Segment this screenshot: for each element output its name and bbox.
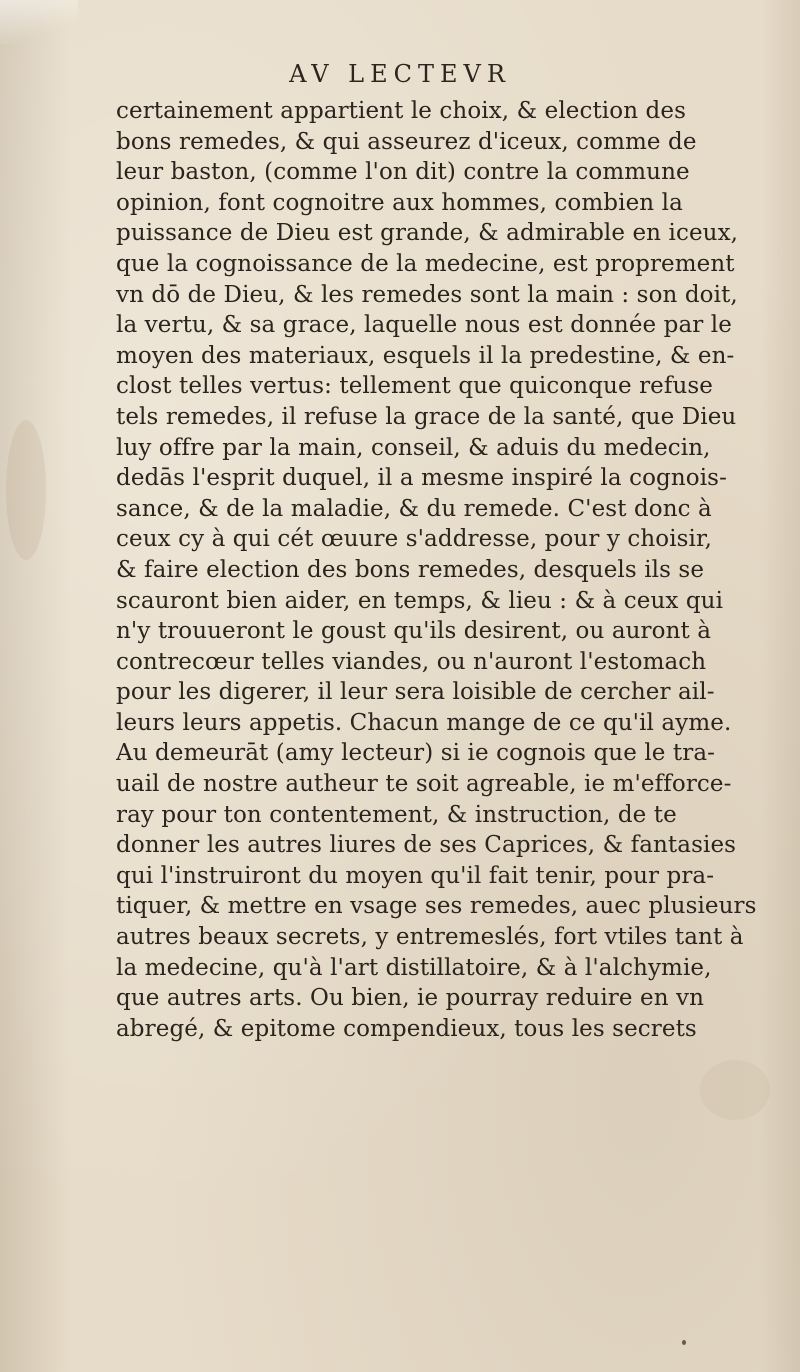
text-line: uail de nostre autheur te soit agreable, ie m'efforce- [116,771,732,798]
text-line: leur baston, (comme l'on dit) contre la commune [116,159,690,186]
text-line: luy offre par la main, conseil, & aduis du medecin, [116,434,711,461]
body-text [116,96,776,1044]
text-line: vn dō de Dieu, & les remedes sont la main : son doit, [116,281,738,308]
text-line: certainement appartient le choix, & election des [116,98,686,124]
text-line: sance, & de la maladie, & du remede. C'est donc à [116,495,712,522]
text-line: bons remedes, & qui asseurez d'iceux, comme de [116,128,697,155]
running-head: AV LECTEVR [289,60,511,88]
text-line: que la cognoissance de la medecine, est proprement [116,250,735,277]
text-line: tels remedes, il refuse la grace de la santé, que Dieu [116,403,737,430]
text-line: puissance de Dieu est grande, & admirable en iceux, [116,220,739,247]
text-line: la vertu, & sa grace, laquelle nous est donnée par le [116,312,732,339]
text-line: moyen des materiaux, esquels il la predestine, & en- [116,342,735,369]
text-line: pour les digerer, il leur sera loisible de cercher ail- [116,679,715,706]
text-line: ray pour ton contentement, & instruction, de te [116,801,677,828]
text-line: & faire election des bons remedes, desquels ils se [116,556,705,583]
text-line: donner les autres liures de ses Caprices, & fantasies [116,832,737,859]
text-line: abregé, & epitome compendieux, tous les secrets [116,1015,697,1042]
text-line: la medecine, qu'à l'art distillatoire, & à l'alchymie, [116,954,712,981]
text-line: scauront bien aider, en temps, & lieu : & à ceux qui [116,587,724,614]
text-line: qui l'instruiront du moyen qu'il fait tenir, pour pra- [116,862,715,889]
page-corner-fold [0,0,78,44]
paper-stain [6,420,46,560]
text-line: autres beaux secrets, y entremeslés, fort vtiles tant à [116,924,744,951]
paper-stain [700,1060,770,1120]
text-line: ceux cy à qui cét œuure s'addresse, pour y choisir, [116,526,712,553]
text-line: leurs leurs appetis. Chacun mange de ce qu'il ayme. [116,709,732,736]
text-line: dedās l'esprit duquel, il a mesme inspiré la cognois- [116,465,727,492]
text-line: contrecœur telles viandes, ou n'auront l'estomach [116,648,707,675]
text-line: opinion, font cognoitre aux hommes, combien la [116,189,683,216]
text-line: clost telles vertus: tellement que quiconque refuse [116,373,714,400]
text-line: n'y trouueront le goust qu'ils desirent, ou auront à [116,618,712,645]
ink-dot [682,1340,686,1345]
text-line: que autres arts. Ou bien, ie pourray reduire en vn [116,985,705,1012]
text-line: tiquer, & mettre en vsage ses remedes, auec plusieurs [116,893,757,920]
text-line: Au demeurāt (amy lecteur) si ie cognois que le tra- [116,740,716,767]
